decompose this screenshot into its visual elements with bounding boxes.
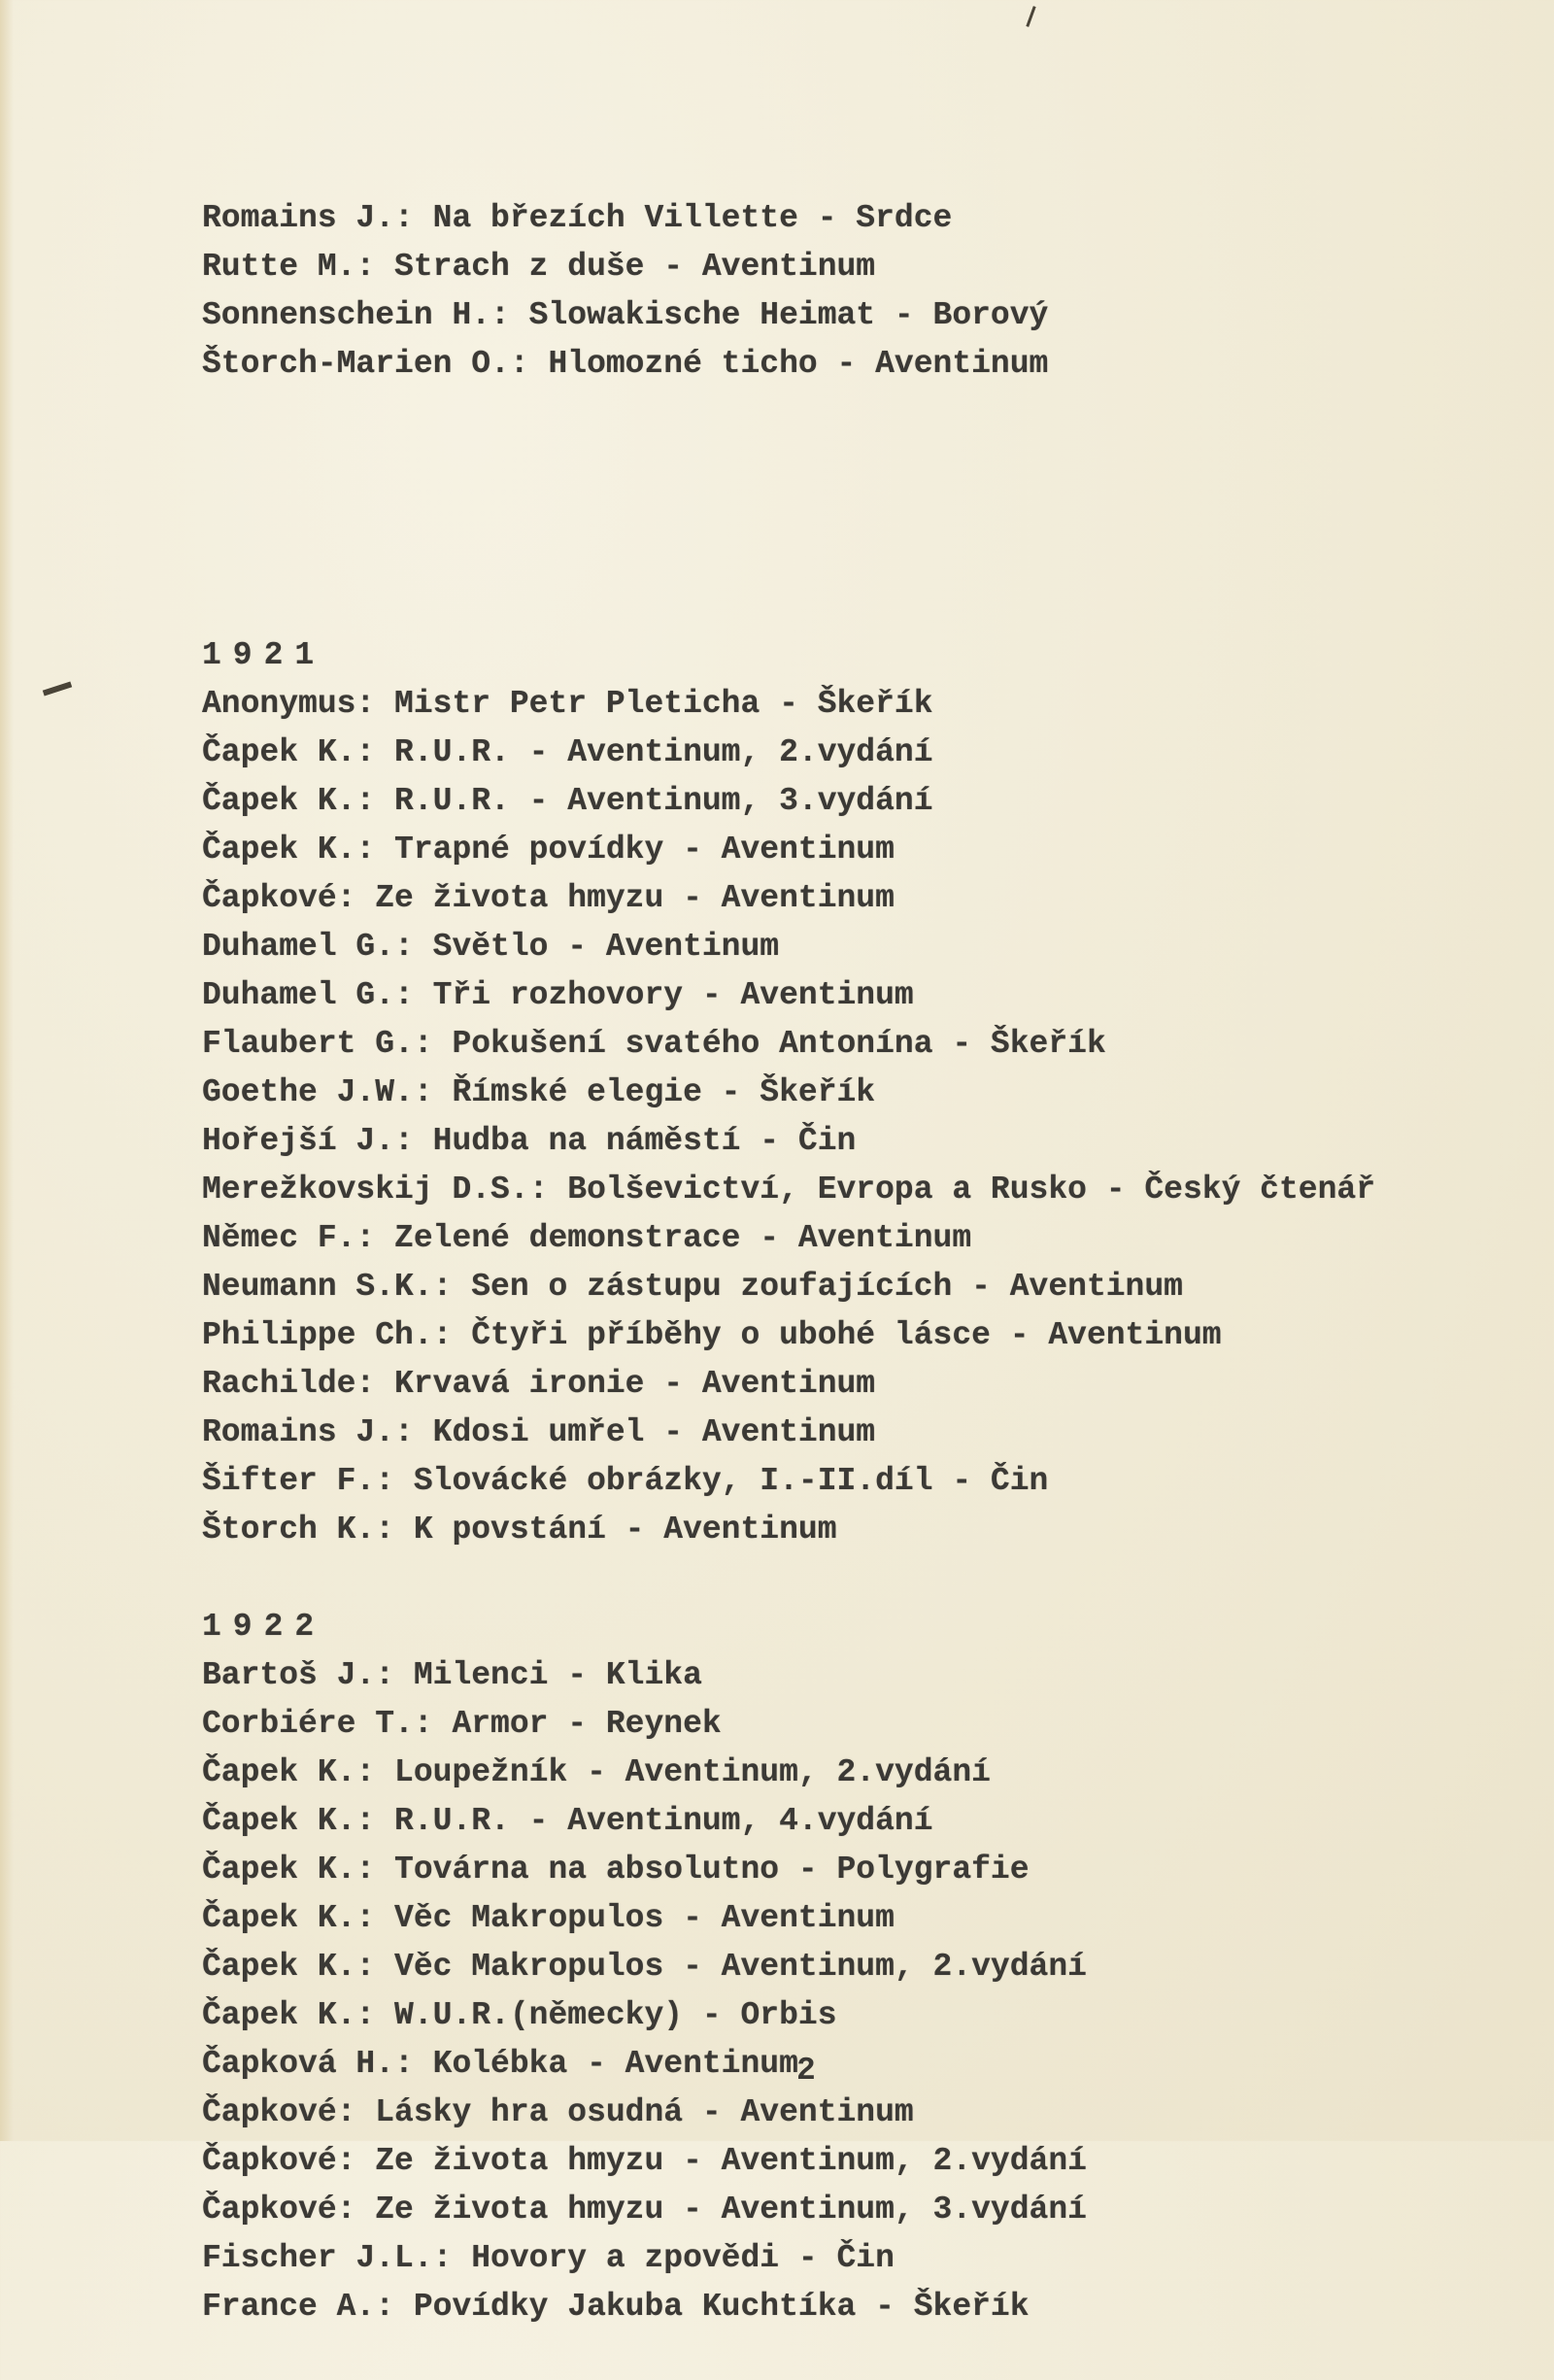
list-item: Čapkové: Ze života hmyzu - Aventinum, 2.vydání bbox=[202, 2143, 1087, 2179]
list-item: Čapek K.: Trapné povídky - Aventinum bbox=[202, 832, 895, 867]
ink-mark bbox=[43, 682, 72, 697]
list-item: Neumann S.K.: Sen o zástupu zoufajících - Aventinum bbox=[202, 1269, 1183, 1305]
list-item: Štorch K.: K povstání - Aventinum bbox=[202, 1512, 837, 1547]
list-item: Romains J.: Na březích Villette - Srdce bbox=[202, 200, 953, 236]
list-item: Čapek K.: W.U.R.(německy) - Orbis bbox=[202, 1997, 837, 2033]
list-item: Romains J.: Kdosi umřel - Aventinum bbox=[202, 1414, 876, 1450]
list-item: Čapek K.: Továrna na absolutno - Polygrafie bbox=[202, 1852, 1030, 1887]
list-item: Sonnenschein H.: Slowakische Heimat - Borový bbox=[202, 297, 1049, 333]
list-item: France A.: Povídky Jakuba Kuchtíka - Škeřík bbox=[202, 2289, 1030, 2325]
year-section bbox=[202, 631, 1542, 1554]
list-item: Čapkové: Lásky hra osudná - Aventinum bbox=[202, 2094, 914, 2130]
publication-list bbox=[202, 97, 1542, 2380]
intro-entries bbox=[202, 194, 1542, 389]
list-item: Rachilde: Krvavá ironie - Aventinum bbox=[202, 1366, 876, 1402]
list-item: Štorch-Marien O.: Hlomozné ticho - Aventinum bbox=[202, 346, 1049, 382]
year-section bbox=[202, 1603, 1542, 2331]
list-item: Flaubert G.: Pokušení svatého Antonína - Škeřík bbox=[202, 1026, 1106, 1062]
list-item: Čapková H.: Kolébka - Aventinum bbox=[202, 2046, 798, 2082]
list-item: Čapek K.: R.U.R. - Aventinum, 2.vydání bbox=[202, 734, 933, 770]
year-sections bbox=[202, 631, 1542, 2331]
list-item: Duhamel G.: Světlo - Aventinum bbox=[202, 929, 780, 965]
page-number: 2 bbox=[796, 2053, 816, 2089]
year-heading: 1922 bbox=[202, 1609, 326, 1645]
paper-edge bbox=[0, 0, 14, 2141]
blank-line bbox=[202, 1554, 1542, 1603]
list-item: Merežkovskij D.S.: Bolševictví, Evropa a Rusko - Český čtenář bbox=[202, 1172, 1375, 1207]
list-item: Philippe Ch.: Čtyři příběhy o ubohé lásce - Aventinum bbox=[202, 1317, 1222, 1353]
list-item: Goethe J.W.: Římské elegie - Škeřík bbox=[202, 1074, 876, 1110]
list-item: Rutte M.: Strach z duše - Aventinum bbox=[202, 249, 876, 285]
blank-line bbox=[202, 486, 1542, 534]
year-heading: 1921 bbox=[202, 637, 326, 673]
list-item: Fischer J.L.: Hovory a zpovědi - Čin bbox=[202, 2240, 895, 2276]
list-item: Šifter F.: Slovácké obrázky, I.-II.díl - Čin bbox=[202, 1463, 1049, 1499]
list-item: Čapek K.: Věc Makropulos - Aventinum bbox=[202, 1900, 895, 1936]
list-item: Čapek K.: Loupežník - Aventinum, 2.vydání bbox=[202, 1754, 991, 1790]
list-item: Němec F.: Zelené demonstrace - Aventinum bbox=[202, 1220, 972, 1256]
pen-tick bbox=[1026, 6, 1035, 27]
list-item: Hořejší J.: Hudba na náměstí - Čin bbox=[202, 1123, 857, 1159]
list-item: Čapek K.: Věc Makropulos - Aventinum, 2.vydání bbox=[202, 1949, 1087, 1985]
list-item: Čapek K.: R.U.R. - Aventinum, 3.vydání bbox=[202, 783, 933, 819]
list-item: Anonymus: Mistr Petr Pleticha - Škeřík bbox=[202, 686, 933, 722]
list-item: Čapek K.: R.U.R. - Aventinum, 4.vydání bbox=[202, 1803, 933, 1839]
list-item: Corbiére T.: Armor - Reynek bbox=[202, 1706, 722, 1742]
list-item: Duhamel G.: Tři rozhovory - Aventinum bbox=[202, 977, 914, 1013]
list-item: Bartoš J.: Milenci - Klika bbox=[202, 1657, 702, 1693]
list-item: Čapkové: Ze života hmyzu - Aventinum, 3.vydání bbox=[202, 2192, 1087, 2227]
list-item: Čapkové: Ze života hmyzu - Aventinum bbox=[202, 880, 895, 916]
